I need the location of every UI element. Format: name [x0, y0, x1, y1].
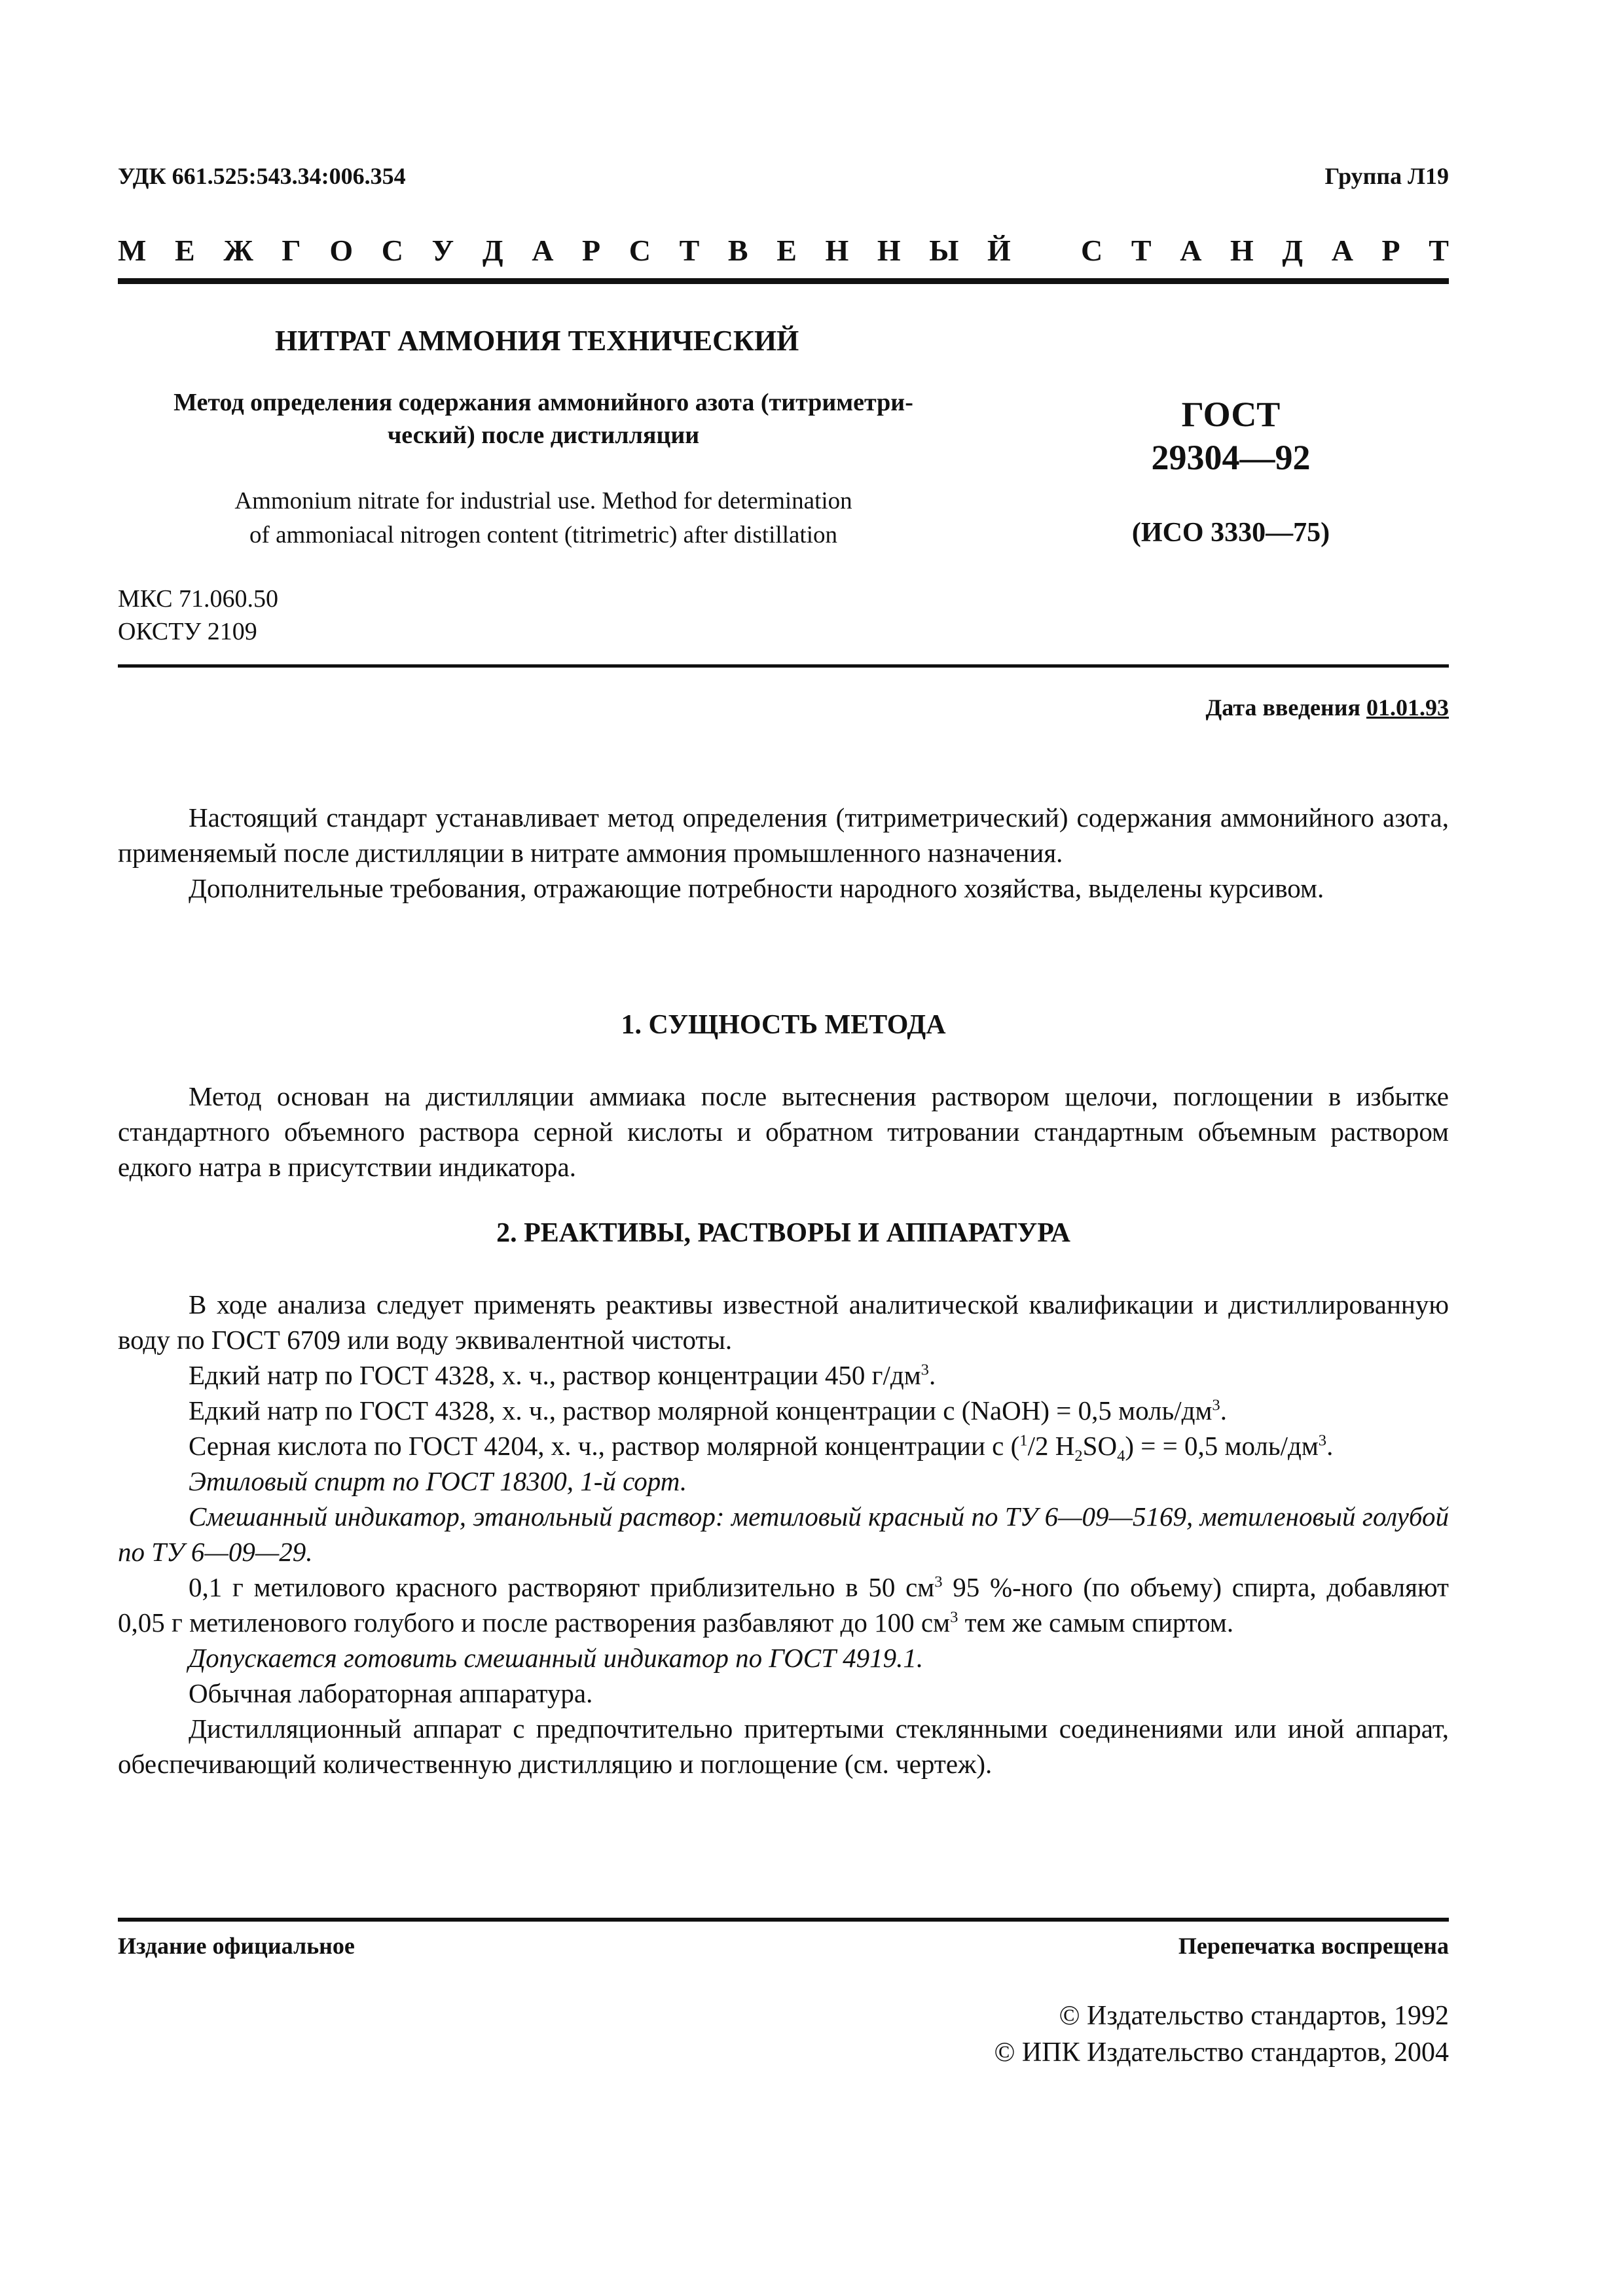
- english-title: [118, 484, 969, 552]
- banner-letter: Г: [282, 234, 301, 267]
- copyright-block: [994, 1998, 1449, 2071]
- okstu-code: ОКСТУ 2109: [118, 618, 257, 645]
- subtitle-line-2: ческий) после дистилляции: [387, 422, 700, 449]
- english-title-line-1: Ammonium nitrate for industrial use. Method for determination: [234, 488, 852, 514]
- banner-letter: С: [629, 234, 651, 267]
- banner-letter: Ж: [223, 234, 253, 267]
- section-2-paragraph: Смешанный индикатор, этанольный раствор: метиловый красный по ТУ 6—09—5169, метиленовый голубой по ТУ 6—09—29.: [118, 1501, 1449, 1567]
- section-2-text: [118, 1287, 1449, 1782]
- classification-codes: [118, 583, 278, 648]
- effective-date: [1206, 694, 1450, 721]
- mks-code: МКС 71.060.50: [118, 585, 279, 613]
- banner-letter: Д: [1282, 234, 1304, 267]
- banner-gap: [1039, 233, 1052, 268]
- banner-letter: Д: [482, 234, 503, 267]
- banner-letter: М: [118, 234, 147, 267]
- effective-date-label: Дата введения: [1205, 694, 1360, 721]
- banner-letter: С: [1081, 234, 1103, 267]
- intro-text: [118, 800, 1449, 906]
- english-title-line-2: of ammoniacal nitrogen content (titrimetric) after distillation: [249, 522, 837, 548]
- banner-letter: Т: [1131, 234, 1152, 267]
- banner-letter: Е: [175, 234, 195, 267]
- banner-letter: Р: [582, 234, 601, 267]
- gost-number: [1061, 393, 1401, 479]
- banner-letter: Н: [825, 234, 849, 267]
- copyright-line-2: © ИПК Издательство стандартов, 2004: [994, 2037, 1449, 2068]
- subtitle-line-1: Метод определения содержания аммонийного азота (титриметри-: [173, 389, 913, 416]
- interstate-standard-banner: [118, 233, 1449, 268]
- reprint-prohibited-label: Перепечатка воспрещена: [1178, 1933, 1449, 1959]
- udk-code: УДК 661.525:543.34:006.354: [118, 163, 406, 189]
- banner-letter: Е: [776, 234, 797, 267]
- effective-date-value: 01.01.93: [1366, 694, 1449, 721]
- banner-letter: О: [329, 234, 354, 267]
- copyright-line-1: © Издательство стандартов, 1992: [1059, 2001, 1449, 2031]
- banner-rule: [118, 278, 1449, 284]
- document-title: НИТРАТ АММОНИЯ ТЕХНИЧЕСКИЙ: [275, 325, 799, 357]
- intro-paragraph: Дополнительные требования, отражающие потребности народного хозяйства, выделены курсивом.: [189, 873, 1324, 903]
- section-1-text: [118, 1079, 1449, 1185]
- header-rule: [118, 664, 1449, 668]
- banner-letter: А: [1180, 234, 1202, 267]
- banner-letter: А: [532, 234, 554, 267]
- intro-paragraph: Настоящий стандарт устанавливает метод определения (титриметрический) содержания аммонийного азота, применяемый после дистилляции в нитрате аммония промышленного назначения.: [118, 802, 1449, 868]
- section-2-paragraph: Обычная лабораторная аппаратура.: [189, 1678, 593, 1708]
- banner-letter: Н: [877, 234, 901, 267]
- section-2-paragraph: 0,1 г метилового красного растворяют приблизительно в 50 $см^3$ 95 %-ного (по объему) спирта, добавляют 0,05 г метиленового голубого и после растворения разбавляют до 100 $см^3$ тем же самым спиртом.: [118, 1572, 1449, 1638]
- official-edition-label: Издание официальное: [118, 1933, 355, 1959]
- section-1-heading: 1. СУЩНОСТЬ МЕТОДА: [621, 1010, 946, 1040]
- group-code: Группа Л19: [1324, 163, 1449, 189]
- section-2-paragraph: В ходе анализа следует применять реактивы известной аналитической квалификации и дистиллированную воду по ГОСТ 6709 или воду эквивалентной чистоты.: [118, 1289, 1449, 1355]
- section-2-paragraph: Едкий натр по ГОСТ 4328, х. ч., раствор молярной концентрации с (NaOH) = 0,5 моль/$дм^3$.: [189, 1395, 1227, 1426]
- banner-letter: А: [1331, 234, 1353, 267]
- banner-letter: Р: [1381, 234, 1400, 267]
- document-subtitle: [118, 386, 969, 452]
- gost-code: 29304—92: [1151, 438, 1311, 477]
- section-2-paragraph: Этиловый спирт по ГОСТ 18300, 1-й сорт.: [189, 1466, 687, 1496]
- section-2-paragraph: Допускается готовить смешанный индикатор по ГОСТ 4919.1.: [189, 1643, 924, 1673]
- banner-letter: Т: [1429, 234, 1449, 267]
- banner-letter: Ы: [929, 234, 959, 267]
- section-2-paragraph: Дистилляционный аппарат с предпочтительно притертыми стеклянными соединениями или иной аппарат, обеспечивающий количественную дистилляцию и поглощение (см. чертеж).: [118, 1713, 1449, 1779]
- gost-label: ГОСТ: [1181, 395, 1281, 434]
- section-1-paragraph: Метод основан на дистилляции аммиака после вытеснения раствором щелочи, поглощении в избытке стандартного объемного раствора серной кислоты и обратном титровании стандартным объемным раствором едкого натра в присутствии индикатора.: [118, 1081, 1449, 1182]
- section-2-paragraph: Едкий натр по ГОСТ 4328, х. ч., раствор концентрации 450 $г/дм^3$.: [189, 1360, 936, 1390]
- iso-reference: (ИСО 3330—75): [1131, 518, 1330, 548]
- banner-letter: Н: [1230, 234, 1254, 267]
- banner-letter: Й: [987, 234, 1011, 267]
- section-2-heading: 2. РЕАКТИВЫ, РАСТВОРЫ И АППАРАТУРА: [496, 1218, 1070, 1248]
- footer-rule: [118, 1918, 1449, 1922]
- banner-letter: В: [727, 234, 748, 267]
- section-2-paragraph: Серная кислота по ГОСТ 4204, х. ч., раствор молярной концентрации с ($^1$/2 $H_2SO_4$) = = 0,5 моль/$дм^3$.: [189, 1431, 1334, 1465]
- banner-letter: Т: [679, 234, 700, 267]
- banner-letter: С: [381, 234, 403, 267]
- banner-letter: У: [431, 234, 454, 267]
